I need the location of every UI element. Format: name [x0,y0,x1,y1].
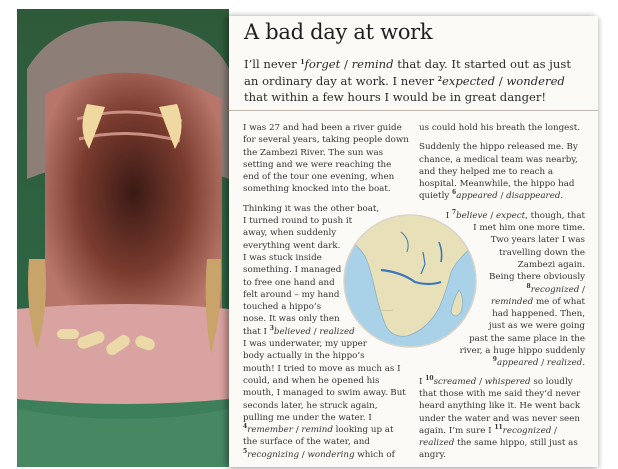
divider [229,110,598,111]
gap-number: 10 [425,374,434,382]
option-separator: / [299,449,308,460]
option-separator: / [497,191,507,202]
option-word: appeared [496,358,539,369]
line: past the same place in the [469,333,585,344]
option-word: whispered [484,376,531,387]
line: Being there obviously [489,272,585,283]
line: Thinking it was the other boat, [243,203,380,214]
line: something. I managed [243,265,342,276]
option-separator: / [551,425,557,436]
line: the same hippo, still just as angry. [419,438,578,461]
option-word: screamed [433,376,477,387]
line: just as we were going [488,321,585,332]
line: to free one hand and [243,277,335,288]
line: , though, that [525,210,585,221]
option-word: expect [496,210,526,221]
line: body actually in the hippo’s [243,351,365,362]
article-title: A bad day at work [244,20,433,44]
line: I was stuck inside [243,252,322,263]
line: I [445,210,452,221]
line: felt around – my hand [243,289,340,300]
line: me of what [533,296,585,307]
option-separator: / [476,376,485,387]
gap-number: 4 [243,423,248,431]
option-word: wondering [307,449,355,460]
paragraph: I was 27 and had been a river guide for several years, taking people down the Zambezi River. The sun was setting and we were reaching the end of the tour one evening, when something knocked into the boat. [243,123,409,195]
paragraph [419,376,585,462]
option-separator: / [495,73,507,88]
line: so loudly that those with me said they’d never heard anything like it. He went back under the water and was never seen again. I’m sure I [419,376,581,436]
line: looking up at the surface of the water, and [243,425,394,448]
intro-text: that within a few hours I would be in great danger! [244,90,547,104]
gap-number: 1 [300,59,305,66]
option-separator: / [292,425,302,436]
line: Zambezi again. [517,259,585,270]
line: which of [354,449,395,460]
option-word: recognizing [247,449,300,460]
line: . [582,358,585,369]
option-word: remember [247,425,293,436]
line: I turned round to push it [243,216,353,227]
option-word: reminded [491,296,534,307]
option-word: forget [304,57,341,71]
line: nose. It was only then [243,314,340,325]
option-word: wondered [506,73,565,88]
option-word: believe [456,210,488,221]
line: that I [243,326,270,337]
article-card [229,16,598,467]
line: away, when suddenly [243,228,337,239]
intro-text: I’ll never [244,57,301,71]
option-word: recognized [502,425,552,436]
gap-number: 8 [526,282,531,290]
southern-africa-map-icon [341,212,479,350]
option-word: realized [419,438,455,449]
option-word: believed [273,326,311,337]
line: touched a hippo’s [243,302,322,313]
article-intro [244,56,589,106]
line: I was underwater, my upper [243,339,367,350]
gap-number: 3 [269,324,274,332]
gap-number: 6 [452,189,457,197]
option-separator: / [487,210,497,221]
line: Two years later I was [490,235,585,246]
gap-number: 7 [451,208,457,216]
option-separator: / [340,57,352,71]
gap-number: 9 [492,356,497,364]
line: everything went dark. [243,240,341,251]
intro-text: that day. It started out as just an ordinary day at work. I never [244,57,571,88]
hippo-photo [17,9,229,467]
option-word: appeared [456,191,498,202]
gap-number: 11 [494,423,503,431]
option-word: realized [546,358,583,369]
paragraph [419,141,585,202]
option-word: realized [319,326,355,337]
line: I met him one more time. [473,223,585,234]
option-separator: / [579,284,585,295]
option-word: remind [351,57,394,71]
line: I [419,376,426,387]
line: river, a huge hippo suddenly [459,346,585,357]
option-word: remind [301,425,333,436]
line: mouth! I tried to move as much as I could, and when he opened his mouth, I managed to swim away. But seconds later, he struck again, pulling me under the water. I [243,363,406,423]
gap-number: 2 [437,75,442,83]
option-word: expected [441,73,496,88]
gap-number: 5 [243,447,248,455]
option-separator: / [310,326,320,337]
option-word: disappeared [506,191,561,202]
line: had happened. Then, [492,309,585,320]
line: . [560,191,564,202]
line: Suddenly the hippo released me. By chance, a medical team was nearby, and they helped me to reach a hospital. Meanwhile, the hippo had quietly [419,142,578,202]
option-word: recognized [530,284,580,295]
option-separator: / [538,358,547,369]
line: travelling down the [499,247,585,258]
paragraph: us could hold his breath the longest. [419,123,581,133]
